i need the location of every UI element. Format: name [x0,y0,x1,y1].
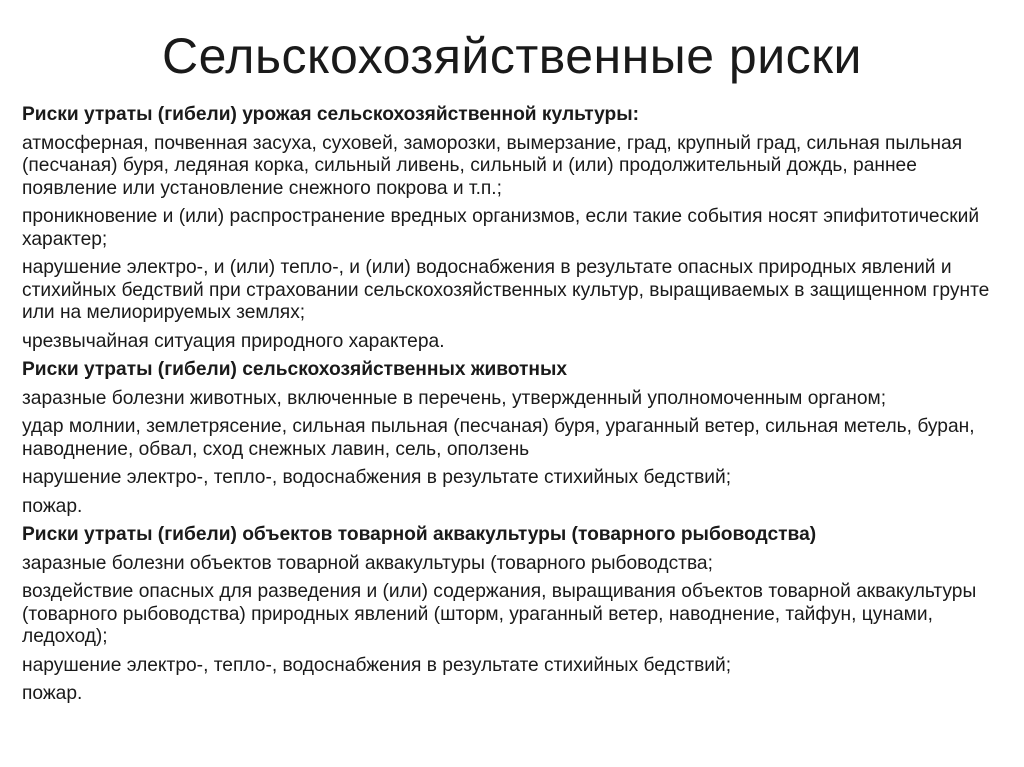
section-animals [22,359,1007,518]
list-item: нарушение электро-, и (или) тепло-, и (или) водоснабжения в результате опасных природных явлений и стихийных бедствий при страховании сельскохозяйственных культур, выращиваемых в защищенном грунте или на мелиорируемых землях; [22,257,990,323]
section-aquaculture [22,524,1007,706]
list-item: воздействие опасных для разведения и (или) содержания, выращивания объектов товарной аквакультуры (товарного рыбоводства) природных явлений (шторм, ураганный ветер, наводнение, тайфун, цунами, ледоход); [22,581,977,647]
list-item: атмосферная, почвенная засуха, суховей, заморозки, вымерзание, град, крупный град, сильная пыльная (песчаная) буря, ледяная корка, сильный ливень, сильный и (или) продолжительный дождь, раннее появление или установление снежного покрова и т.п.; [22,132,963,199]
section-heading: Риски утраты (гибели) сельскохозяйственных животных [22,359,568,380]
section-heading: Риски утраты (гибели) объектов товарной аквакультуры (товарного рыбоводства) [22,524,817,545]
list-item: пожар. [22,683,83,704]
section-heading: Риски утраты (гибели) урожая сельскохозяйственной культуры: [22,104,640,125]
list-item: пожар. [22,495,83,517]
slide-title: Сельскохозяйственные риски [162,28,862,84]
slide-content [22,104,1007,712]
list-item: чрезвычайная ситуация природного характера. [22,330,445,352]
section-crops [22,104,1007,353]
list-item: заразные болезни животных, включенные в перечень, утвержденный уполномоченным органом; [22,387,887,409]
list-item: нарушение электро-, тепло-, водоснабжения в результате стихийных бедствий; [22,467,732,488]
list-item: удар молнии, землетрясение, сильная пыльная (песчаная) буря, ураганный ветер, сильная метель, буран, наводнение, обвал, сход снежных лавин, сель, оползень [22,416,975,460]
list-item: нарушение электро-, тепло-, водоснабжения в результате стихийных бедствий; [22,654,732,676]
list-item: проникновение и (или) распространение вредных организмов, если такие события носят эпифитотический характер; [22,206,980,250]
list-item: заразные болезни объектов товарной аквакультуры (товарного рыбоводства; [22,552,713,574]
